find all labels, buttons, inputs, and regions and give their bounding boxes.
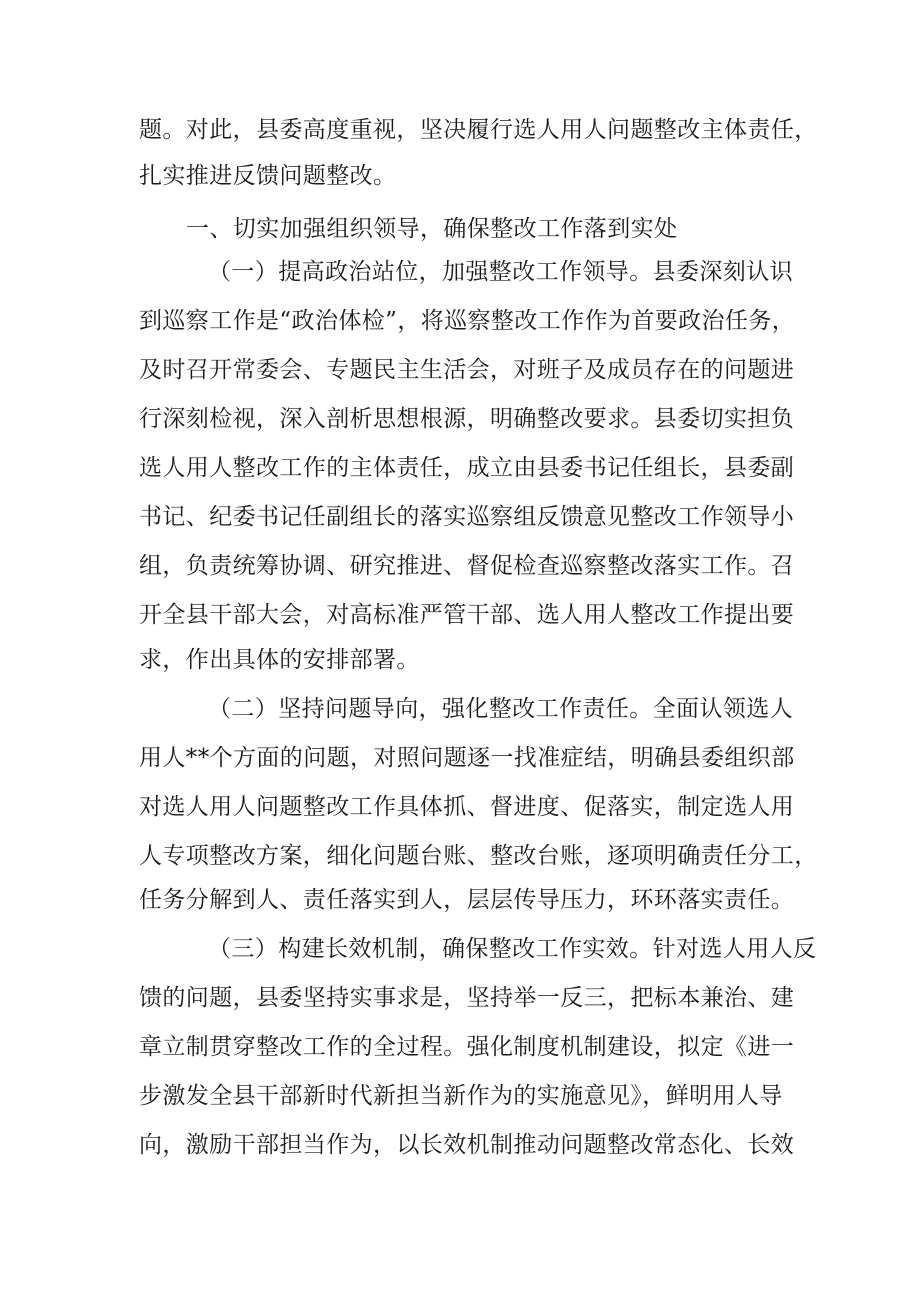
subsection-one-line: 行深刻检视，深入剖析思想根源，明确整改要求。县委切实担负 <box>139 406 795 432</box>
subsection-one-line: 及时召开常委会、专题民主生活会，对班子及成员存在的问题进 <box>139 357 795 383</box>
subsection-one-first-line: （一）提高政治站位，加强整改工作领导。县委深刻认识 <box>208 259 793 285</box>
subsection-two-last-line: 任务分解到人、责任落实到人，层层传导压力，环环落实责任。 <box>139 887 795 913</box>
subsection-one-line: 组，负责统筹协调、研究推进、督促检查巡察整改落实工作。召 <box>139 553 795 579</box>
subsection-three-first-line: （三）构建长效机制，确保整改工作实效。针对选人用人反 <box>208 936 817 962</box>
subsection-two-first-line: （二）坚持问题导向，强化整改工作责任。全面认领选人 <box>208 696 793 722</box>
subsection-three-line: 馈的问题，县委坚持实事求是，坚持举一反三，把标本兼治、建 <box>139 985 795 1011</box>
subsection-three-line: 步激发全县干部新时代新担当新作为的实施意见》，鲜明用人导 <box>139 1083 783 1109</box>
subsection-two-line: 人专项整改方案，细化问题台账、整改台账，逐项明确责任分工， <box>139 843 818 869</box>
subsection-one-last-line: 求，作出具体的安排部署。 <box>139 647 420 673</box>
subsection-one-line: 书记、纪委书记任副组长的落实巡察组反馈意见整改工作领导小 <box>139 504 795 530</box>
subsection-one-line: 开全县干部大会，对高标准严管干部、选人用人整改工作提出要 <box>139 602 795 628</box>
paragraph-continuation-line: 题。对此，县委高度重视，坚决履行选人用人问题整改主体责任， <box>139 117 818 143</box>
subsection-one-line: 选人用人整改工作的主体责任，成立由县委书记任组长，县委副 <box>139 455 795 481</box>
paragraph-continuation-line: 扎实推进反馈问题整改。 <box>139 163 397 189</box>
subsection-two-line: 用人**个方面的问题，对照问题逐一找准症结，明确县委组织部 <box>139 745 795 771</box>
subsection-three-line: 向，激励干部担当作为，以长效机制推动问题整改常态化、长效 <box>139 1132 795 1158</box>
section-heading: 一、切实加强组织领导，确保整改工作落到实处 <box>186 216 678 242</box>
subsection-two-line: 对选人用人问题整改工作具体抓、督进度、促落实，制定选人用 <box>139 794 795 820</box>
subsection-three-line: 章立制贯穿整改工作的全过程。强化制度机制建设，拟定《进一 <box>139 1034 795 1060</box>
subsection-one-line: 到巡察工作是“政治体检”，将巡察整改工作作为首要政治任务， <box>139 308 796 334</box>
